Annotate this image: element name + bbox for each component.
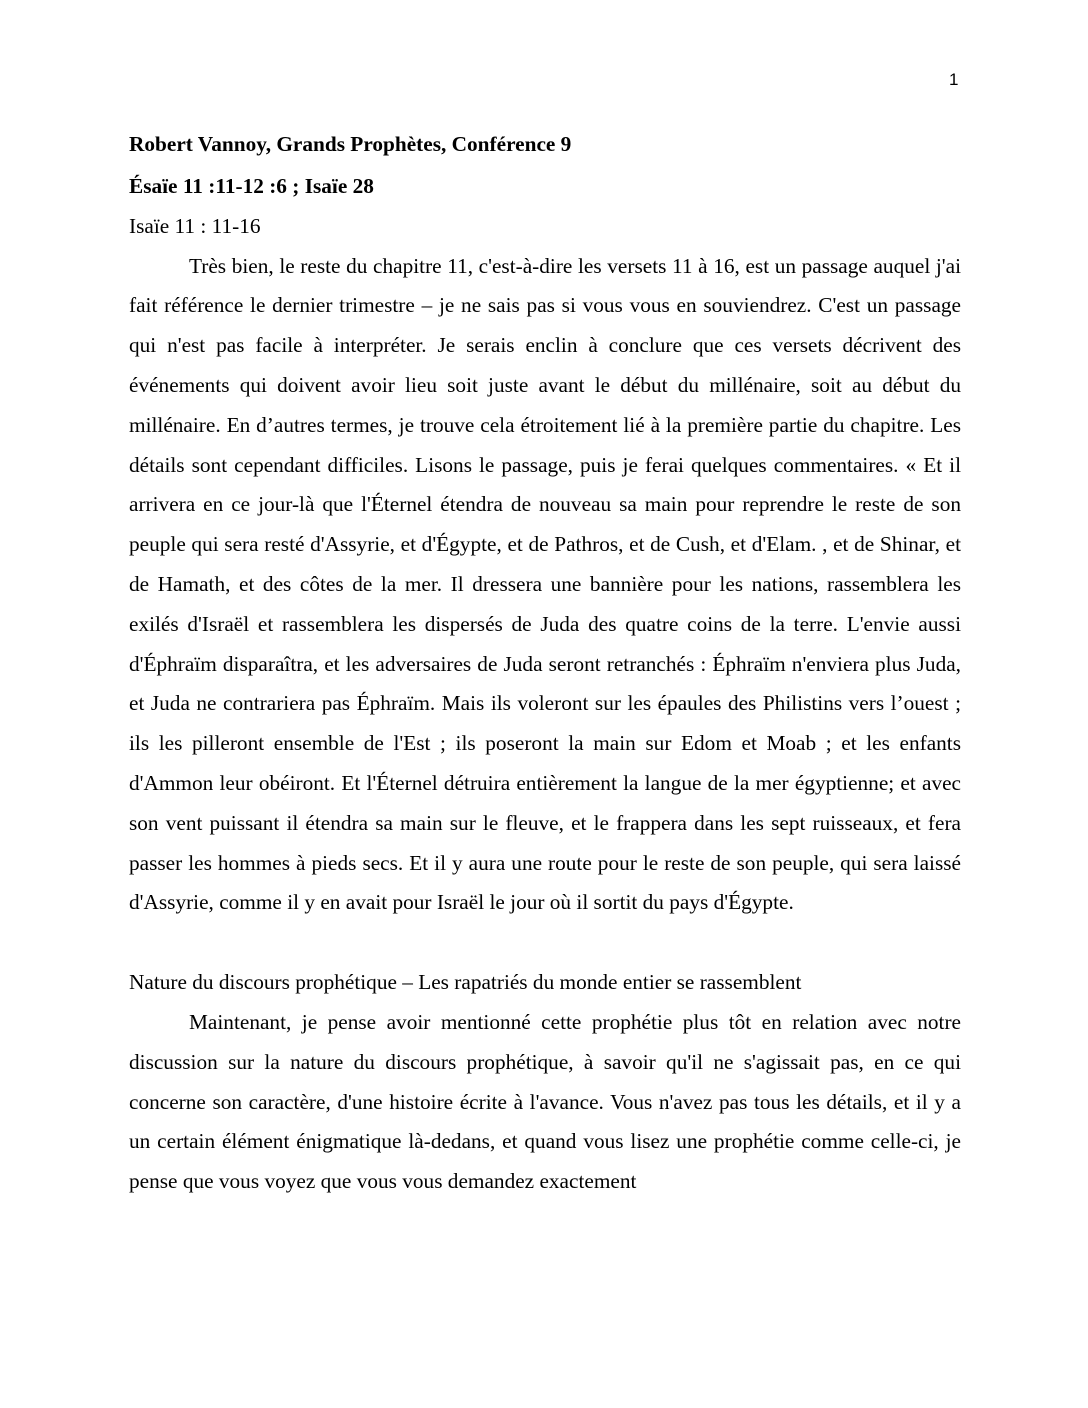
document-title: Robert Vannoy, Grands Prophètes, Conférence 9: [129, 132, 572, 156]
section-heading: Nature du discours prophétique – Les rapatriés du monde entier se rassemblent: [129, 970, 802, 995]
body-paragraph-1: Très bien, le reste du chapitre 11, c'est-à-dire les versets 11 à 16, est un passage auquel j'ai fait référence le dernier trimestre – je ne sais pas si vous vous en souviendrez. C'est un passage qui n'est pas facile à interpréter. Je serais enclin à conclure que ces versets décrivent des événements qui doivent avoir lieu soit juste avant le début du millénaire, soit au début du millénaire. En d’autres termes, je trouve cela étroitement lié à la première partie du chapitre. Les détails sont cependant difficiles. Lisons le passage, puis je ferai quelques commentaires. « Et il arrivera en ce jour-là que l'Éternel étendra de nouveau sa main pour reprendre le reste de son peuple qui sera resté d'Assyrie, et d'Égypte, et de Pathros, et de Cush, et d'Elam. , et de Shinar, et de Hamath, et des côtes de la mer. Il dressera une bannière pour les nations, rassemblera les exilés d'Israël et rassemblera les dispersés de Juda des quatre coins de la terre. L'envie aussi d'Éphraïm disparaîtra, et les adversaires de Juda seront retranchés : Éphraïm n'enviera plus Juda, et Juda ne contrariera pas Éphraïm. Mais ils voleront sur les épaules des Philistins vers l’ouest ; ils les pilleront ensemble de l'Est ; ils poseront la main sur Edom et Moab ; et les enfants d'Ammon leur obéiront. Et l'Éternel détruira entièrement la langue de la mer égyptienne; et avec son vent puissant il étendra sa main sur le fleuve, et le frappera dans les sept ruisseaux, et fera passer les hommes à pieds secs. Et il y aura une route pour le reste de son peuple, qui sera laissé d'Assyrie, comme il y en avait pour Israël le jour où il sortit du pays d'Égypte.: [129, 253, 961, 915]
document-body: [129, 128, 961, 1202]
scripture-reference: Isaïe 11 : 11-16: [129, 213, 261, 238]
document-subtitle: Ésaïe 11 :11-12 :6 ; Isaïe 28: [129, 174, 374, 198]
body-paragraph-2: Maintenant, je pense avoir mentionné cette prophétie plus tôt en relation avec notre discussion sur la nature du discours prophétique, à savoir qu'il ne s'agissait pas, en ce qui concerne son caractère, d'une histoire écrite à l'avance. Vous n'avez pas tous les détails, et il y a un certain élément énigmatique là-dedans, et quand vous lisez une prophétie comme celle-ci, je pense que vous voyez que vous vous demandez exactement: [129, 1009, 961, 1194]
page-number: 1: [949, 70, 959, 89]
